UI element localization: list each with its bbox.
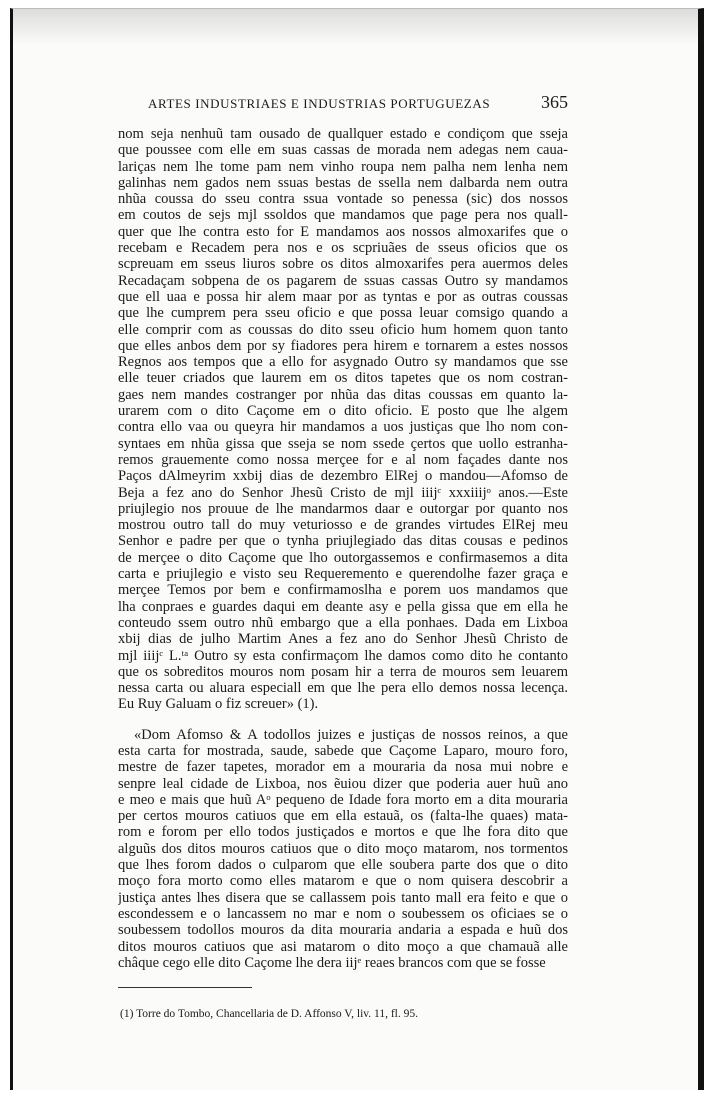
paragraph-charter-text bbox=[118, 126, 568, 713]
text-line: esta carta for mostrada, saude, sabede que Caçome Laparo, mouro foro, bbox=[118, 742, 568, 759]
text-line: que lhes forom dados o culparom que elle soubera parte dos que o dito bbox=[118, 857, 568, 874]
text-line: recebam e Recadem pera nos e os scpriuães de sseus oficios que os bbox=[118, 240, 568, 257]
running-title: ARTES INDUSTRIAES E INDUSTRIAS PORTUGUEZAS bbox=[148, 96, 491, 111]
text-line: justiça antes lhes disera que se callassem pois tanto mall era feito e que o bbox=[118, 889, 568, 906]
text-line: que os sobreditos mouros nom posam hir a terra de mouros sem leuarem bbox=[118, 663, 568, 680]
paragraph-gap bbox=[118, 713, 568, 727]
text-line: alguũs dos ditos mouros catiuos que o dito moço matarom, nos tormentos bbox=[118, 840, 568, 857]
text-line: remos grauemente como nossa merçee for e al nom façades dante nos bbox=[118, 451, 568, 468]
text-line: senpre leal cidade de Lixboa, nos ẽuiou dizer que poderia auer huũ ano bbox=[118, 775, 568, 792]
text-line: urarem com o dito Caçome em o dito oficio. E posto que lhe algem bbox=[118, 403, 568, 420]
text-line: merçee Temos por bem e confirmamoslha e porem uos mandamos que bbox=[118, 582, 568, 599]
text-line: per certos mouros catiuos que em ella estauã, os (falta-lhe quaes) mata- bbox=[118, 808, 568, 825]
text-line: scpreuam em sseus liuros sobre os ditos almoxarifes pera auermos deles bbox=[118, 256, 568, 273]
footnote-rule bbox=[118, 987, 252, 988]
text-line: e meo e mais que huũ Aᵒ pequeno de Idade fora morto em a dita mouraria bbox=[118, 791, 568, 808]
footnote: (1) Torre do Tombo, Chancellaria de D. Affonso V, liv. 11, fl. 95. bbox=[120, 1008, 418, 1021]
text-line: Paços dAlmeyrim xxbij dias de dezembro ElRej o mandou—Afomso de bbox=[118, 468, 568, 485]
text-line: que ell uaa e possa hir alem maar por as tyntas e por as outras coussas bbox=[118, 288, 568, 305]
text-line: mjl iiijᶜ L.ᵗᵃ Outro sy esta confirmaçom lhe damos como dito he contanto bbox=[118, 647, 568, 664]
text-line: Eu Ruy Galuam o fiz screuer» (1). bbox=[118, 696, 319, 713]
book-page bbox=[118, 92, 568, 1020]
text-line: ditos mouros catiuos que asi matarom o dito moço a que chamauã alle bbox=[118, 938, 568, 955]
paragraph-dom-afomso bbox=[118, 727, 568, 971]
text-line: Senhor e padre per que o tynha priujlegiado das ditas cousas e pedinos bbox=[118, 533, 568, 550]
text-line: Regnos aos tempos que a ello for asygnado Outro sy mandamos que sse bbox=[118, 354, 568, 371]
text-line: elle comprir com as coussas do dito sseu oficio hum homem quon tanto bbox=[118, 321, 568, 338]
text-line: Recadaçam sobpena de os pagarem de ssuas cassas Outro sy mandamos bbox=[118, 272, 568, 289]
text-line: carta e priujlegio e visto seu Requeremento e querendolhe fazer graça e bbox=[118, 566, 568, 583]
text-line: châque cego elle dito Caçome lhe dera iijᵉ reaes brancos com que se fosse bbox=[118, 954, 546, 971]
text-line: priujlegio nos prouue de lhe mandarmos daar e outorgar por quanto nos bbox=[118, 500, 568, 517]
text-line: quer que lhe contra esto for E mandamos aos nossos almoxarifes que o bbox=[118, 223, 568, 240]
text-line: xbij dias de julho Martim Anes a fez ano do Senhor Jhesũ Christo de bbox=[118, 631, 568, 648]
text-line: de merçee o dito Caçome que lho outorgassemos e confirmasemos a dita bbox=[118, 549, 568, 566]
text-line: lariças nem lhe tome pam nem vinho roupa nem palha nem lenha nem bbox=[118, 158, 568, 175]
running-head bbox=[118, 92, 568, 116]
text-line: contra ello vaa ou queyra hir mandamos a uos justiças que lho nom con- bbox=[118, 419, 568, 436]
text-line: moço fora morto como elles matarom e que o nom quisera descobrir a bbox=[118, 873, 568, 890]
text-line: rom e forom per ello todos justiçados e mortos e que lhe fora dito que bbox=[118, 824, 568, 841]
text-line: nhũa coussa do sseu contra ssua vontade so penessa (sic) dos nossos bbox=[118, 191, 568, 208]
text-line: que lhe cumprem pera sseu oficio e que possa leuar comsigo quando a bbox=[118, 305, 568, 322]
text-line: gaes nem mandes costranger por nhũa das ditas coussas em quanto la- bbox=[118, 386, 568, 403]
text-line: que poussee com elle em suas cassas de morada nem adegas nem caua- bbox=[118, 142, 568, 159]
text-line: que elles anbos dem por sy fiadores pera hirem e tornarem a estes nossos bbox=[118, 337, 568, 354]
text-line: elle teuer criados que laurem em os ditos tapetes que os nom costran- bbox=[118, 370, 568, 387]
text-line: soubessem todollos mouros da dita mouraria andaria a espada e huũ dos bbox=[118, 922, 568, 939]
page-number: 365 bbox=[541, 92, 568, 112]
text-line: em coutos de sejs mjl ssoldos que mandamos que page pera nos quall- bbox=[118, 207, 568, 224]
text-line: mestre de fazer tapetes, morador em a mouraria da nosa mui nobre e bbox=[118, 759, 568, 776]
text-line: nom seja nenhuũ tam ousado de quallquer estado e condiçom que sseja bbox=[118, 126, 568, 142]
text-line: escondessem e o lancassem no mar e nom o soubessem os oficiaes se o bbox=[118, 905, 568, 922]
text-line: galinhas nem gados nem ssuas bestas de ssella nem dalbarda nem outra bbox=[118, 174, 568, 191]
text-line: syntaes em nhũa gissa que sseja se nom ssede çertos que uollo estranha- bbox=[118, 435, 568, 452]
text-line: mostrou outro tall do muy veturiosso e de grandes virtudes ElRej meu bbox=[118, 517, 568, 534]
text-line: Beja a fez ano do Senhor Jhesũ Cristo de mjl iiijᶜ xxxiiijᵒ anos.—Este bbox=[118, 484, 568, 501]
text-line: nessa carta ou aluara especiall em que lhe pera ello demos nossa lecença. bbox=[118, 680, 568, 697]
text-line: conteudo ssem outro nhũ embargo que a ella ponhaes. Dada em Lixboa bbox=[118, 614, 568, 631]
text-line: «Dom Afomso & A todollos juizes e justiças de nossos reinos, a que bbox=[134, 726, 568, 743]
text-line: lha conpraes e guardes daqui em deante asy e pella gissa que em ella he bbox=[118, 598, 568, 615]
